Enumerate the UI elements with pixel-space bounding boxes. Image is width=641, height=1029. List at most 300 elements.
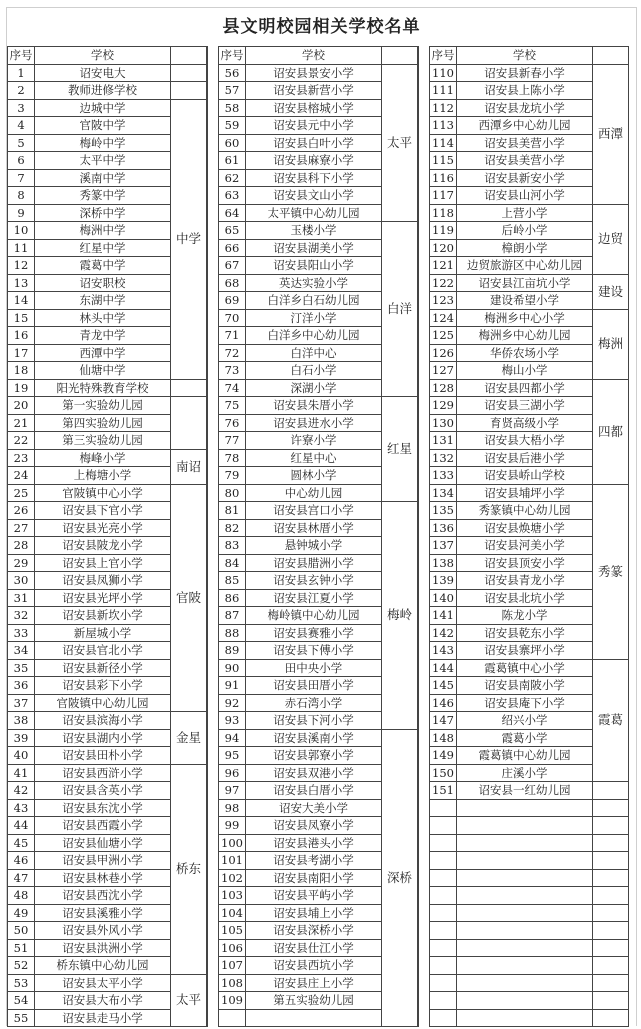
- school-name: 青龙中学: [35, 327, 171, 345]
- school-name: 诏安县白叶小学: [246, 134, 382, 152]
- school-name: 诏安县大布小学: [35, 992, 171, 1010]
- row-number: 95: [219, 747, 246, 765]
- school-name: 上营小学: [457, 204, 593, 222]
- row-number: [430, 1009, 457, 1027]
- school-name: 悬钟城小学: [246, 537, 382, 555]
- column-spacer: [207, 46, 218, 1027]
- school-name: 诏安县乾东小学: [457, 624, 593, 642]
- table-row: [219, 729, 418, 747]
- school-name: 诏安县科下小学: [246, 169, 382, 187]
- table-row: [430, 992, 629, 1010]
- school-name: [457, 974, 593, 992]
- school-name: 诏安县仕江小学: [246, 939, 382, 957]
- region-label: [593, 782, 629, 800]
- school-name: 诏安县江亩坑小学: [457, 274, 593, 292]
- school-name: 官陂镇中心小学: [35, 484, 171, 502]
- row-number: 22: [8, 432, 35, 450]
- header-school: 学校: [457, 47, 593, 65]
- school-name: 霞葛镇中心幼儿园: [457, 747, 593, 765]
- school-name: 诏安县白厝小学: [246, 782, 382, 800]
- school-name: 田中央小学: [246, 659, 382, 677]
- row-number: 52: [8, 957, 35, 975]
- school-name: 官陂镇中心幼儿园: [35, 694, 171, 712]
- school-name: 西潭乡中心幼儿园: [457, 117, 593, 135]
- row-number: 85: [219, 572, 246, 590]
- school-name: 华侨农场小学: [457, 344, 593, 362]
- school-name: 诏安县郭寮小学: [246, 747, 382, 765]
- table-row: [430, 834, 629, 852]
- row-number: 80: [219, 484, 246, 502]
- row-number: 58: [219, 99, 246, 117]
- table-row: [430, 309, 629, 327]
- school-name: 官陂中学: [35, 117, 171, 135]
- school-name: 东湖中学: [35, 292, 171, 310]
- row-number: 37: [8, 694, 35, 712]
- row-number: 136: [430, 519, 457, 537]
- row-number: 114: [430, 134, 457, 152]
- school-name: 诏安县下傅小学: [246, 642, 382, 660]
- row-number: 30: [8, 572, 35, 590]
- school-name: 诏安县大梧小学: [457, 432, 593, 450]
- row-number: 72: [219, 344, 246, 362]
- region-label: [593, 869, 629, 887]
- school-name: 梅岭镇中心幼儿园: [246, 607, 382, 625]
- table-row: [430, 379, 629, 397]
- row-number: [430, 869, 457, 887]
- school-name: 诏安县双港小学: [246, 764, 382, 782]
- school-name: 红星中心: [246, 449, 382, 467]
- row-number: 139: [430, 572, 457, 590]
- row-number: 91: [219, 677, 246, 695]
- table-row: [219, 397, 418, 415]
- row-number: 11: [8, 239, 35, 257]
- row-number: 34: [8, 642, 35, 660]
- school-name: 诏安县凤狮小学: [35, 572, 171, 590]
- school-name: 诏安县后港小学: [457, 449, 593, 467]
- school-name: 诏安县北坑小学: [457, 589, 593, 607]
- school-name: 诏安县南阳小学: [246, 869, 382, 887]
- table-row: [430, 274, 629, 292]
- row-number: 25: [8, 484, 35, 502]
- row-number: 126: [430, 344, 457, 362]
- header-region: [171, 47, 207, 65]
- region-label: [593, 817, 629, 835]
- table-row: [219, 222, 418, 240]
- region-label: 梅岭: [382, 502, 418, 730]
- header-school: 学校: [35, 47, 171, 65]
- region-label: [171, 64, 207, 82]
- school-name: 中心幼儿园: [246, 484, 382, 502]
- school-name: [457, 834, 593, 852]
- row-number: 87: [219, 607, 246, 625]
- row-number: 82: [219, 519, 246, 537]
- document-sheet: [6, 7, 637, 1026]
- school-name: 秀篆镇中心幼儿园: [457, 502, 593, 520]
- row-number: [430, 939, 457, 957]
- school-name: [246, 1009, 382, 1027]
- school-name: 霞葛中学: [35, 257, 171, 275]
- school-name: 诏安县庵下小学: [457, 694, 593, 712]
- row-number: 130: [430, 414, 457, 432]
- row-number: 86: [219, 589, 246, 607]
- school-name: 诏安县榕城小学: [246, 99, 382, 117]
- header-row: [219, 47, 418, 65]
- table-row: [430, 852, 629, 870]
- school-name: 诏安县阳山小学: [246, 257, 382, 275]
- school-name: 诏安县埔坪小学: [457, 484, 593, 502]
- region-label: 西潭: [593, 64, 629, 204]
- school-name: 诏安县焕塘小学: [457, 519, 593, 537]
- row-number: 66: [219, 239, 246, 257]
- school-name: 诏安县下官小学: [35, 502, 171, 520]
- row-number: 10: [8, 222, 35, 240]
- school-name: 深湖小学: [246, 379, 382, 397]
- school-name: 霞葛小学: [457, 729, 593, 747]
- school-name: 西潭中学: [35, 344, 171, 362]
- school-name: 诏安县庄上小学: [246, 974, 382, 992]
- school-name: 诏安县西浒小学: [35, 764, 171, 782]
- region-label: 太平: [171, 974, 207, 1027]
- school-name: 诏安县西霞小学: [35, 817, 171, 835]
- school-name: 诏安县上官小学: [35, 554, 171, 572]
- region-label: 中学: [171, 99, 207, 379]
- school-name: 边城中学: [35, 99, 171, 117]
- region-label: 秀篆: [593, 484, 629, 659]
- school-name: 诏安县元中小学: [246, 117, 382, 135]
- row-number: 111: [430, 82, 457, 100]
- row-number: 15: [8, 309, 35, 327]
- row-number: 131: [430, 432, 457, 450]
- school-table: [218, 46, 418, 1027]
- school-name: 红星中学: [35, 239, 171, 257]
- region-label: 金星: [171, 712, 207, 765]
- school-name: 诏安县外风小学: [35, 922, 171, 940]
- row-number: 76: [219, 414, 246, 432]
- row-number: 39: [8, 729, 35, 747]
- row-number: 148: [430, 729, 457, 747]
- school-name: 后岭小学: [457, 222, 593, 240]
- row-number: 69: [219, 292, 246, 310]
- row-number: 103: [219, 887, 246, 905]
- table-row: [8, 64, 207, 82]
- row-number: 29: [8, 554, 35, 572]
- row-number: 105: [219, 922, 246, 940]
- table-row: [430, 922, 629, 940]
- school-name: 陈龙小学: [457, 607, 593, 625]
- school-name: 太平镇中心幼儿园: [246, 204, 382, 222]
- school-name: 诏安县寨坪小学: [457, 642, 593, 660]
- school-name: 诏安职校: [35, 274, 171, 292]
- row-number: 151: [430, 782, 457, 800]
- school-name: 诏安县平屿小学: [246, 887, 382, 905]
- region-label: [593, 799, 629, 817]
- row-number: 8: [8, 187, 35, 205]
- region-label: [593, 939, 629, 957]
- row-number: 16: [8, 327, 35, 345]
- region-label: [171, 82, 207, 100]
- region-label: 官陂: [171, 484, 207, 712]
- table-row: [430, 484, 629, 502]
- row-number: [430, 922, 457, 940]
- row-number: 3: [8, 99, 35, 117]
- region-label: [171, 379, 207, 397]
- row-number: 127: [430, 362, 457, 380]
- school-name: 诏安县新径小学: [35, 659, 171, 677]
- school-name: 梅洲中学: [35, 222, 171, 240]
- region-label: 霞葛: [593, 659, 629, 782]
- region-label: 太平: [382, 64, 418, 222]
- school-name: 诏安县下河小学: [246, 712, 382, 730]
- school-name: 教师进修学校: [35, 82, 171, 100]
- row-number: 32: [8, 607, 35, 625]
- row-number: 51: [8, 939, 35, 957]
- row-number: 141: [430, 607, 457, 625]
- row-number: 147: [430, 712, 457, 730]
- school-name: 玉楼小学: [246, 222, 382, 240]
- school-name: 诏安县凤寮小学: [246, 817, 382, 835]
- school-name: 秀篆中学: [35, 187, 171, 205]
- region-label: 白洋: [382, 222, 418, 397]
- row-number: 138: [430, 554, 457, 572]
- row-number: 67: [219, 257, 246, 275]
- row-number: 140: [430, 589, 457, 607]
- school-name: 诏安县麻寮小学: [246, 152, 382, 170]
- school-name: 诏安县深桥小学: [246, 922, 382, 940]
- school-name: 白洋中心: [246, 344, 382, 362]
- row-number: 47: [8, 869, 35, 887]
- school-name: [457, 957, 593, 975]
- school-name: 诏安县埔上小学: [246, 904, 382, 922]
- row-number: 35: [8, 659, 35, 677]
- table-row: [430, 974, 629, 992]
- row-number: 70: [219, 309, 246, 327]
- school-name: 诏安县新安小学: [457, 169, 593, 187]
- row-number: 54: [8, 992, 35, 1010]
- row-number: 68: [219, 274, 246, 292]
- row-number: 6: [8, 152, 35, 170]
- school-name: 诏安县进水小学: [246, 414, 382, 432]
- school-name: 梅峰小学: [35, 449, 171, 467]
- row-number: 89: [219, 642, 246, 660]
- row-number: 117: [430, 187, 457, 205]
- row-number: 38: [8, 712, 35, 730]
- school-name: 庄溪小学: [457, 764, 593, 782]
- region-label: 红星: [382, 397, 418, 502]
- school-name: 诏安县田朴小学: [35, 747, 171, 765]
- school-name: 诏安县考湖小学: [246, 852, 382, 870]
- school-name: 诏安县走马小学: [35, 1009, 171, 1027]
- row-number: 97: [219, 782, 246, 800]
- school-name: 诏安县山河小学: [457, 187, 593, 205]
- row-number: 96: [219, 764, 246, 782]
- row-number: 46: [8, 852, 35, 870]
- row-number: 122: [430, 274, 457, 292]
- row-number: 19: [8, 379, 35, 397]
- region-label: [593, 852, 629, 870]
- school-name: 诏安县林厝小学: [246, 519, 382, 537]
- school-name: 诏安县河美小学: [457, 537, 593, 555]
- row-number: 53: [8, 974, 35, 992]
- row-number: 4: [8, 117, 35, 135]
- school-name: 诏安县新营小学: [246, 82, 382, 100]
- row-number: 61: [219, 152, 246, 170]
- row-number: 75: [219, 397, 246, 415]
- header-region: [382, 47, 418, 65]
- table-row: [219, 502, 418, 520]
- school-name: [457, 817, 593, 835]
- school-name: 新屋城小学: [35, 624, 171, 642]
- row-number: 106: [219, 939, 246, 957]
- row-number: 109: [219, 992, 246, 1010]
- school-name: [457, 992, 593, 1010]
- school-name: 诏安县含英小学: [35, 782, 171, 800]
- school-name: 诏安县洪洲小学: [35, 939, 171, 957]
- header-number: 序号: [431, 48, 455, 63]
- row-number: 121: [430, 257, 457, 275]
- row-number: 59: [219, 117, 246, 135]
- school-name: 诏安县景安小学: [246, 64, 382, 82]
- row-number: 31: [8, 589, 35, 607]
- school-name: 诏安县光亮小学: [35, 519, 171, 537]
- table-row: [430, 782, 629, 800]
- school-name: 第四实验幼儿园: [35, 414, 171, 432]
- row-number: 88: [219, 624, 246, 642]
- row-number: 150: [430, 764, 457, 782]
- row-number: 134: [430, 484, 457, 502]
- row-number: [430, 957, 457, 975]
- table-row: [8, 974, 207, 992]
- row-number: 124: [430, 309, 457, 327]
- row-number: 63: [219, 187, 246, 205]
- row-number: 48: [8, 887, 35, 905]
- school-name: 诏安县溪雅小学: [35, 904, 171, 922]
- table-row: [430, 204, 629, 222]
- school-name: 赤石湾小学: [246, 694, 382, 712]
- header-number: 序号: [220, 48, 244, 63]
- school-name: 阳光特殊教育学校: [35, 379, 171, 397]
- school-name: 圆林小学: [246, 467, 382, 485]
- header-number: 序号: [9, 48, 33, 63]
- school-name: 深桥中学: [35, 204, 171, 222]
- region-label: [593, 992, 629, 1010]
- region-label: [171, 397, 207, 450]
- school-name: 诏安县南陂小学: [457, 677, 593, 695]
- row-number: 50: [8, 922, 35, 940]
- region-label: 建设: [593, 274, 629, 309]
- row-number: 81: [219, 502, 246, 520]
- table-row: [8, 484, 207, 502]
- school-table: [429, 46, 629, 1027]
- row-number: 94: [219, 729, 246, 747]
- row-number: 137: [430, 537, 457, 555]
- school-name: 诏安县峤山学校: [457, 467, 593, 485]
- row-number: 108: [219, 974, 246, 992]
- table-row: [430, 887, 629, 905]
- row-number: 41: [8, 764, 35, 782]
- school-name: 诏安县东沈小学: [35, 799, 171, 817]
- school-name: 诏安县龙坑小学: [457, 99, 593, 117]
- school-name: 诏安县朱厝小学: [246, 397, 382, 415]
- row-number: 100: [219, 834, 246, 852]
- school-name: 溪南中学: [35, 169, 171, 187]
- table-row: [8, 712, 207, 730]
- school-name: 诏安县港头小学: [246, 834, 382, 852]
- school-name: 梅洲乡中心幼儿园: [457, 327, 593, 345]
- school-name: 诏安县青龙小学: [457, 572, 593, 590]
- row-number: 62: [219, 169, 246, 187]
- row-number: 7: [8, 169, 35, 187]
- table-row: [8, 379, 207, 397]
- row-number: 74: [219, 379, 246, 397]
- row-number: 118: [430, 204, 457, 222]
- table-row: [430, 817, 629, 835]
- row-number: 65: [219, 222, 246, 240]
- region-label: [593, 834, 629, 852]
- row-number: 115: [430, 152, 457, 170]
- row-number: 125: [430, 327, 457, 345]
- row-number: 120: [430, 239, 457, 257]
- row-number: 40: [8, 747, 35, 765]
- school-name: 霞葛镇中心小学: [457, 659, 593, 677]
- row-number: 64: [219, 204, 246, 222]
- row-number: [430, 992, 457, 1010]
- school-name: 诏安县西坑小学: [246, 957, 382, 975]
- row-number: 146: [430, 694, 457, 712]
- school-name: 诏安县田厝小学: [246, 677, 382, 695]
- row-number: 27: [8, 519, 35, 537]
- row-number: 17: [8, 344, 35, 362]
- school-name: [457, 852, 593, 870]
- region-label: 四都: [593, 379, 629, 484]
- row-number: 45: [8, 834, 35, 852]
- school-name: [457, 799, 593, 817]
- school-name: 诏安县新坎小学: [35, 607, 171, 625]
- row-number: 2: [8, 82, 35, 100]
- table-row: [8, 764, 207, 782]
- row-number: 18: [8, 362, 35, 380]
- row-number: 83: [219, 537, 246, 555]
- row-number: 73: [219, 362, 246, 380]
- school-name: 第五实验幼儿园: [246, 992, 382, 1010]
- school-name: 诏安县美营小学: [457, 152, 593, 170]
- row-number: 33: [8, 624, 35, 642]
- row-number: 36: [8, 677, 35, 695]
- row-number: 135: [430, 502, 457, 520]
- region-label: [593, 922, 629, 940]
- row-number: [430, 904, 457, 922]
- region-label: [593, 887, 629, 905]
- row-number: 71: [219, 327, 246, 345]
- row-number: 55: [8, 1009, 35, 1027]
- region-label: 梅洲: [593, 309, 629, 379]
- school-name: 汀洋小学: [246, 309, 382, 327]
- school-name: 桥东镇中心幼儿园: [35, 957, 171, 975]
- table-row: [8, 82, 207, 100]
- row-number: 57: [219, 82, 246, 100]
- school-name: 林头中学: [35, 309, 171, 327]
- school-name: 育贤高级小学: [457, 414, 593, 432]
- row-number: 98: [219, 799, 246, 817]
- row-number: 44: [8, 817, 35, 835]
- region-label: 深桥: [382, 729, 418, 1027]
- school-name: 诏安县腊洲小学: [246, 554, 382, 572]
- row-number: 12: [8, 257, 35, 275]
- school-name: 诏安县玄钟小学: [246, 572, 382, 590]
- row-number: [430, 974, 457, 992]
- table-row: [8, 99, 207, 117]
- school-name: 诏安县文山小学: [246, 187, 382, 205]
- region-label: 边贸: [593, 204, 629, 274]
